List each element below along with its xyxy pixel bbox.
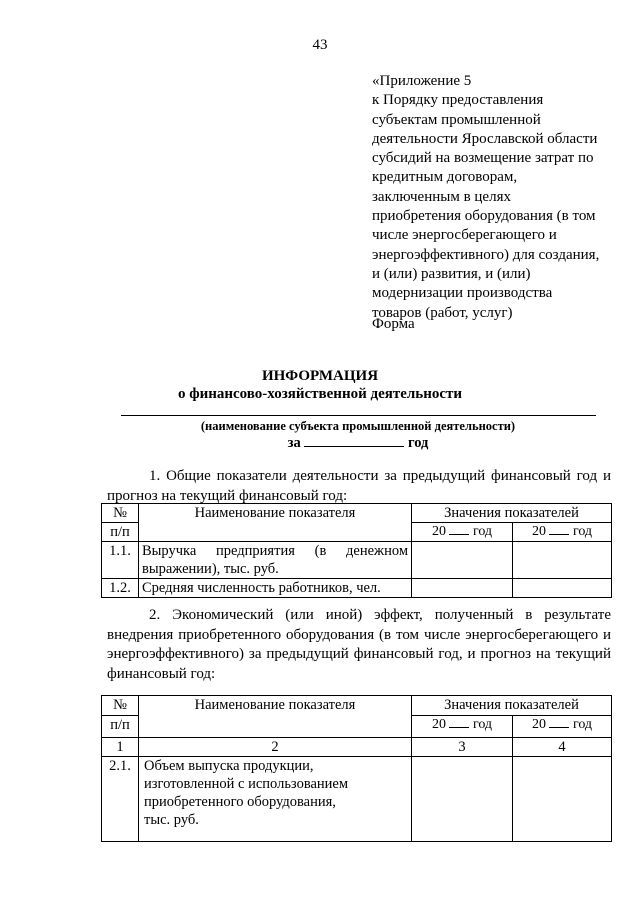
table-row — [102, 579, 612, 598]
column-number: 1 — [102, 738, 139, 757]
appendix-line: субъектам промышленной — [372, 111, 541, 128]
header-year-cell: 20 год — [513, 716, 612, 738]
column-number: 3 — [412, 738, 513, 757]
section2-table — [101, 695, 612, 842]
appendix-line: и (или) развития, и (или) — [372, 265, 531, 282]
year-blank — [304, 434, 404, 447]
appendix-line: заключенным в целях — [372, 188, 511, 205]
row-number: 1.2. — [102, 579, 139, 598]
paragraph-line: внедрения приобретенного оборудования (в том числе энергосберегающего и — [107, 626, 611, 643]
header-no: № — [102, 696, 139, 716]
appendix-line: деятельности Ярославской области — [372, 130, 598, 147]
header-indicator-values: Значения показателей — [412, 504, 612, 523]
value-cell[interactable] — [412, 579, 513, 598]
appendix-line: энергоэффективного) для создания, — [372, 246, 600, 263]
appendix-line: «Приложение 5 — [372, 73, 472, 89]
page-number: 43 — [312, 37, 328, 53]
header-indicator-values: Значения показателей — [412, 696, 612, 716]
row-number: 1.1. — [102, 542, 139, 579]
appendix-line: товаров (работ, услуг) — [372, 304, 513, 321]
table-row — [102, 757, 612, 842]
paragraph-line: 2. Экономический (или иной) эффект, полученный в результате — [149, 607, 611, 623]
paragraph-line: энергоэффективного) за предыдущий финансовый год, и прогноз на текущий — [107, 646, 611, 662]
entity-name-blank-line — [121, 415, 596, 416]
entity-name-caption: (наименование субъекта промышленной деятельности) — [200, 419, 516, 433]
table-row — [102, 542, 612, 579]
header-indicator-name: Наименование показателя — [139, 696, 412, 738]
header-indicator-name: Наименование показателя — [139, 504, 412, 542]
section1-paragraph — [107, 467, 611, 506]
appendix-line: к Порядку предоставления — [372, 92, 544, 109]
column-number: 2 — [139, 738, 412, 757]
column-number: 4 — [513, 738, 612, 757]
form-label: Форма — [372, 316, 415, 332]
paragraph-line: прогноз на текущий финансовый год: — [107, 487, 348, 504]
section1-table — [101, 503, 612, 598]
column-numbering-row — [102, 738, 612, 757]
document-title — [0, 367, 640, 403]
appendix-line: приобретения оборудования (в том — [372, 208, 596, 225]
title-main: ИНФОРМАЦИЯ — [261, 368, 379, 384]
paragraph-line: 1. Общие показатели деятельности за предыдущий финансовый год и — [149, 468, 611, 484]
value-cell[interactable] — [513, 579, 612, 598]
row-indicator-name: Объем выпуска продукции, изготовленной с использованием приобретенного оборудования, тыс. руб. — [139, 757, 412, 842]
header-no-sub: п/п — [102, 716, 139, 738]
year-line-suffix: год — [407, 435, 429, 451]
value-cell[interactable] — [412, 542, 513, 579]
header-no-sub: п/п — [102, 523, 139, 542]
header-no: № — [102, 504, 139, 523]
year-line — [0, 434, 640, 452]
appendix-line: кредитным договорам, — [372, 169, 518, 186]
row-indicator-name: Выручка предприятия (в денежном выражении), тыс. руб. — [139, 542, 412, 579]
row-indicator-name: Средняя численность работников, чел. — [139, 579, 412, 598]
appendix-line: числе энергосберегающего и — [372, 227, 557, 244]
paragraph-line: финансовый год: — [107, 665, 216, 682]
title-subtitle: о финансово-хозяйственной деятельности — [177, 386, 463, 402]
value-cell[interactable] — [412, 757, 513, 842]
header-year-cell: 20 год — [412, 523, 513, 542]
header-year-cell: 20 год — [412, 716, 513, 738]
header-year-cell: 20 год — [513, 523, 612, 542]
appendix-header — [372, 72, 622, 323]
year-line-prefix: за — [287, 435, 301, 451]
value-cell[interactable] — [513, 757, 612, 842]
value-cell[interactable] — [513, 542, 612, 579]
row-number: 2.1. — [102, 757, 139, 842]
appendix-line: субсидий на возмещение затрат по — [372, 150, 594, 167]
section2-paragraph — [107, 606, 611, 684]
appendix-line: модернизации производства — [372, 285, 553, 302]
